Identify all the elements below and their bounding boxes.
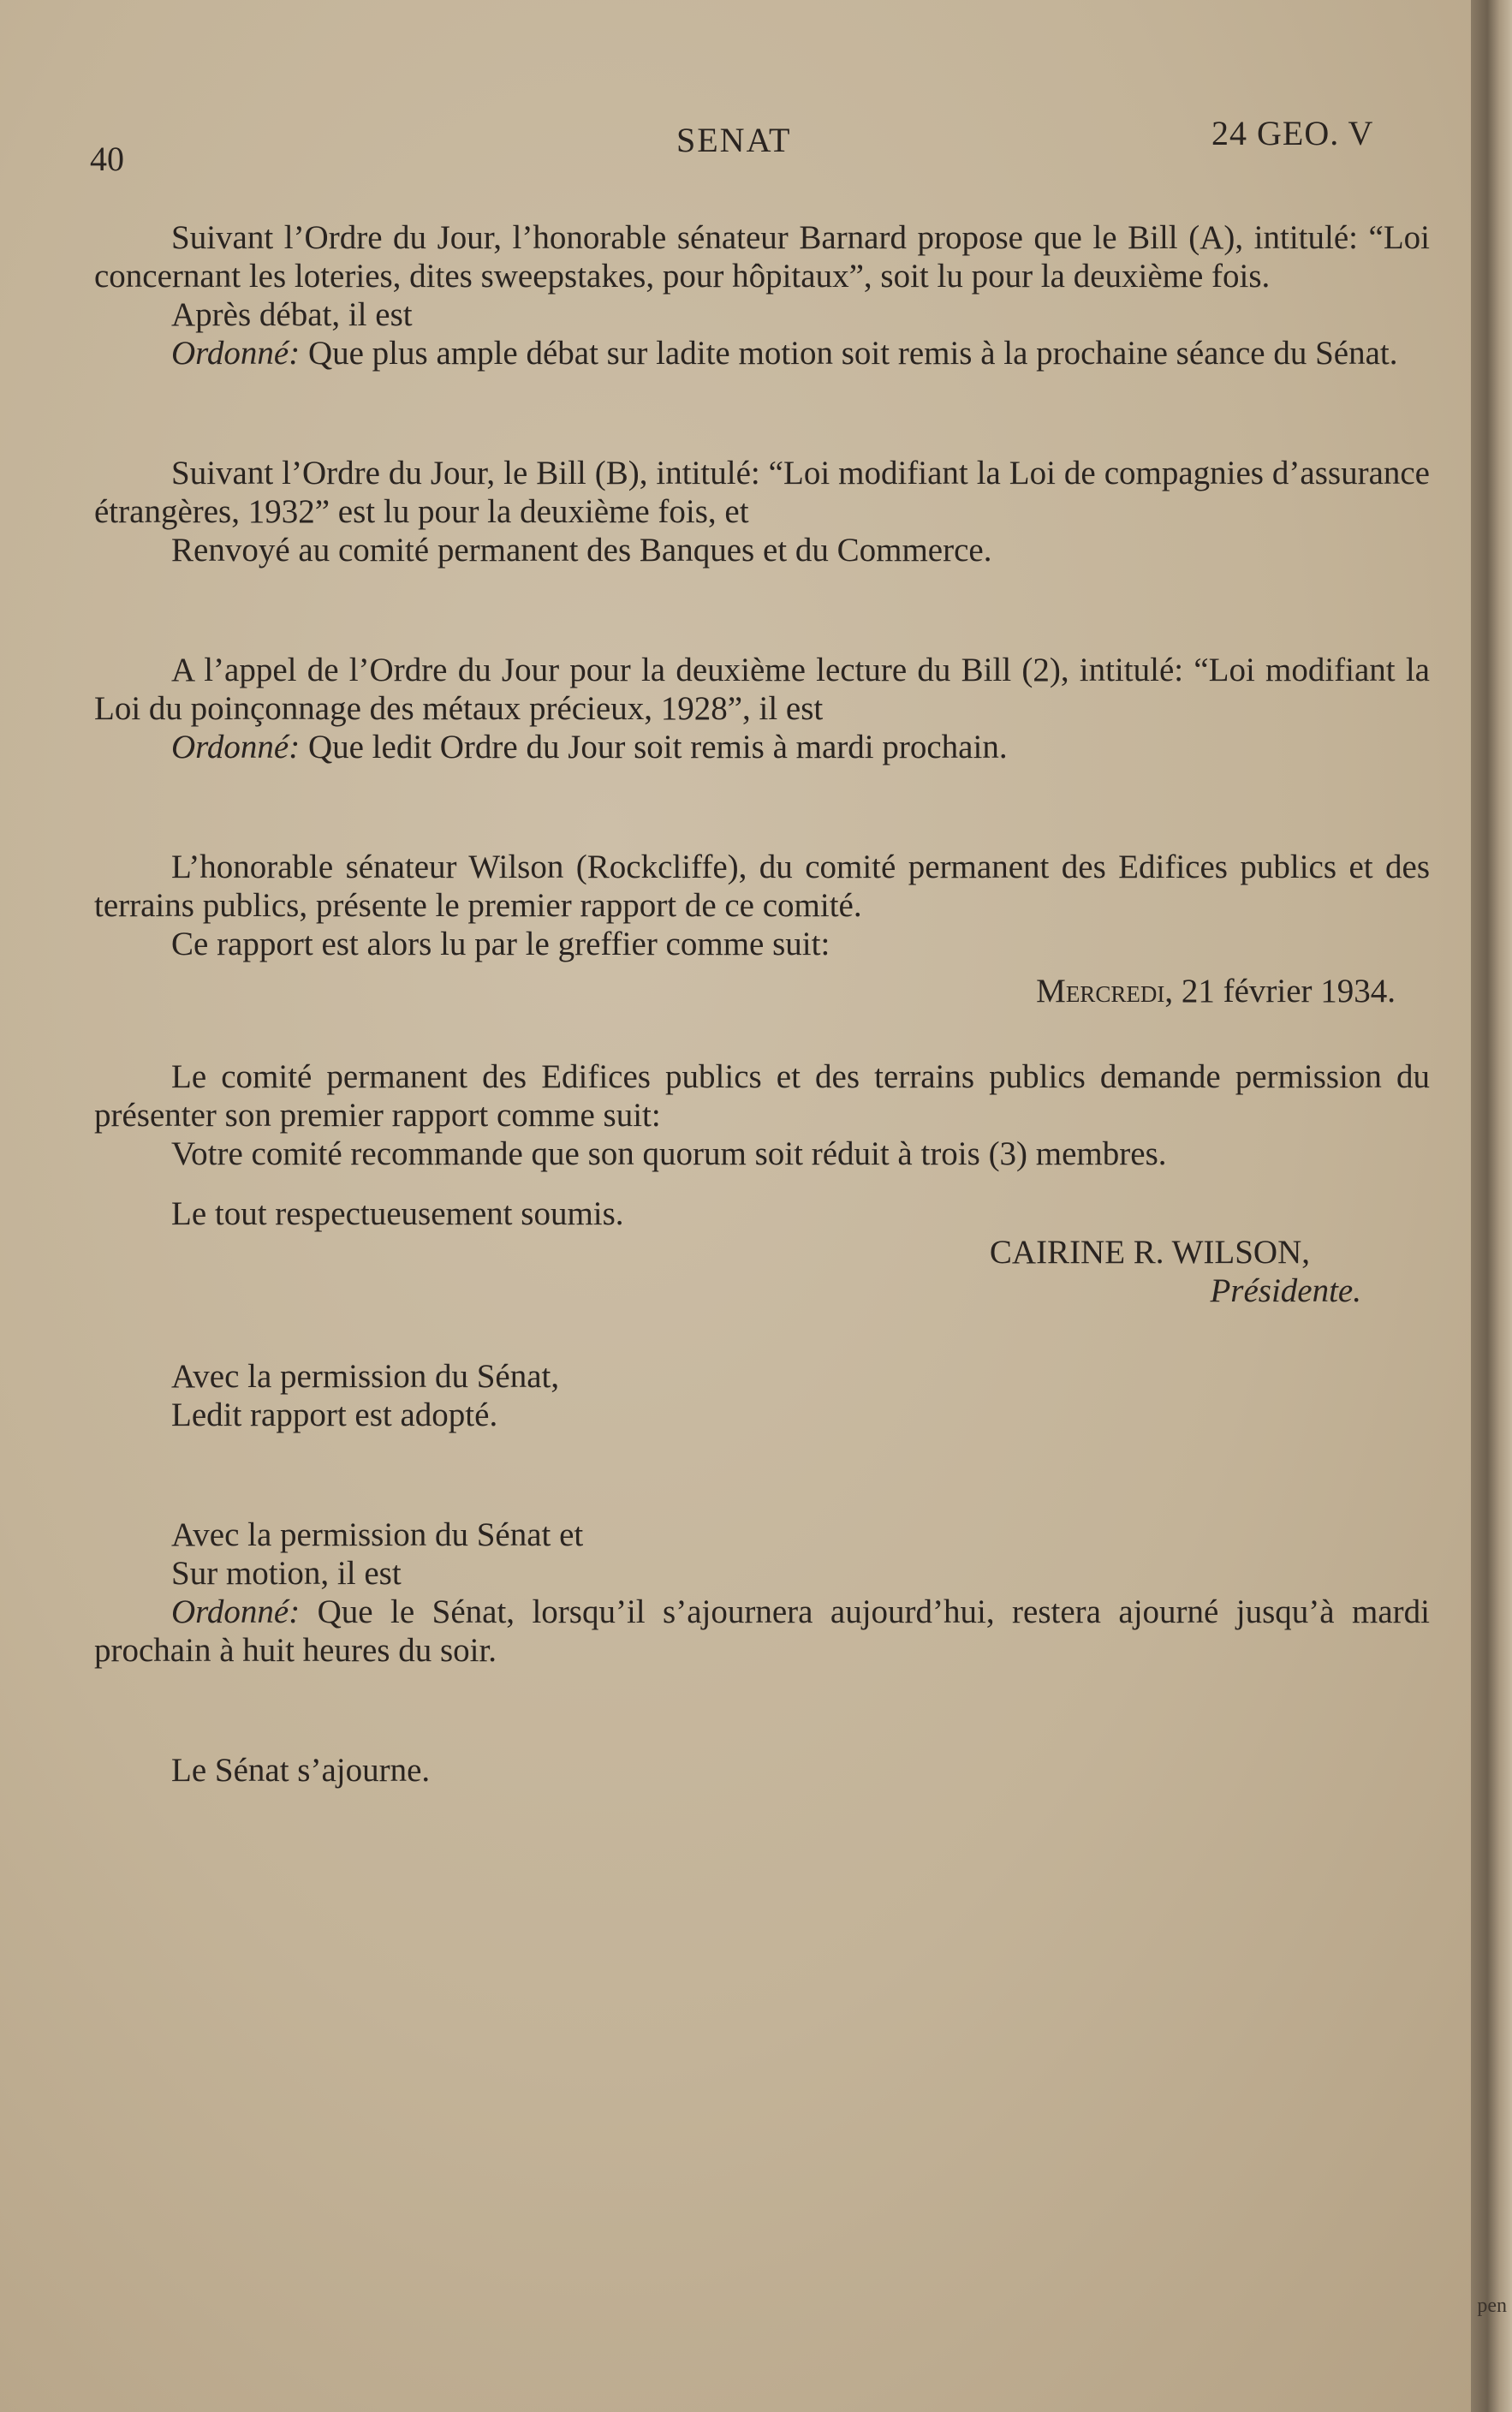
paragraph-committee-request: Le comité permanent des Edifices publics et des terrains publics demande permission du présenter son premier rapport comme suit:	[94, 1058, 1430, 1134]
ordonne-label: Ordonné:	[171, 729, 301, 765]
report-date	[94, 972, 1430, 1010]
report-date-day: Mercredi,	[1036, 973, 1174, 1009]
gutter-fragment: pen	[1477, 2295, 1507, 2317]
ordonne-label: Ordonné:	[171, 1593, 301, 1630]
header-title: SENAT	[676, 121, 792, 159]
paragraph-report-read: Ce rapport est alors lu par le greffier comme suit:	[171, 926, 830, 962]
document-body	[94, 218, 1430, 1790]
paragraph-submitted: Le tout respectueusement soumis.	[171, 1195, 624, 1232]
page-number: 40	[90, 140, 124, 178]
paragraph-bill-a-debate: Après débat, il est	[171, 296, 413, 333]
paragraph-bill-b: Suivant l’Ordre du Jour, le Bill (B), intitulé: “Loi modifiant la Loi de compagnies d’assurance étrangères, 1932” est lu pour la deuxième fois, et	[94, 455, 1430, 530]
paragraph-bill-2-order	[94, 728, 1430, 766]
ordonne-label: Ordonné:	[171, 335, 301, 372]
paragraph-quorum: Votre comité recommande que son quorum soit réduit à trois (3) membres.	[171, 1135, 1167, 1172]
signature-title: Présidente.	[1210, 1272, 1361, 1309]
paragraph-committee-report: L’honorable sénateur Wilson (Rockcliffe), du comité permanent des Edifices publics et des terrains publics, présente le premier rapport de ce comité.	[94, 849, 1430, 924]
paragraph-report-adopted: Ledit rapport est adopté.	[171, 1397, 498, 1433]
order-text: Que le Sénat, lorsqu’il s’ajournera aujourd’hui, restera ajourné jusqu’à mardi prochain à huit heures du soir.	[94, 1593, 1430, 1669]
running-header	[0, 113, 1473, 178]
paragraph-permission: Avec la permission du Sénat,	[171, 1358, 560, 1395]
paragraph-on-motion: Sur motion, il est	[171, 1555, 402, 1592]
book-gutter	[1471, 0, 1512, 2412]
paragraph-senate-adjourns: Le Sénat s’ajourne.	[171, 1752, 431, 1789]
paragraph-adjournment-order	[94, 1593, 1430, 1670]
paragraph-permission-motion: Avec la permission du Sénat et	[171, 1516, 584, 1553]
order-text: Que ledit Ordre du Jour soit remis à mardi prochain.	[307, 729, 1008, 765]
paragraph-bill-2: A l’appel de l’Ordre du Jour pour la deuxième lecture du Bill (2), intitulé: “Loi modifiant la Loi du poinçonnage des métaux précieux, 1928”, il est	[94, 652, 1430, 727]
paragraph-bill-a-order	[94, 334, 1430, 372]
paragraph-bill-a: Suivant l’Ordre du Jour, l’honorable sénateur Barnard propose que le Bill (A), intitulé: “Loi concernant les loteries, dites sweepstakes, pour hôpitaux”, soit lu pour la deuxième fois.	[94, 219, 1430, 295]
header-regnal-year: 24 GEO. V	[1211, 114, 1374, 152]
order-text: Que plus ample débat sur ladite motion soit remis à la prochaine séance du Sénat.	[307, 335, 1398, 372]
report-date-rest: 21 février 1934.	[1181, 973, 1396, 1009]
signature-name: CAIRINE R. WILSON,	[989, 1234, 1310, 1271]
paragraph-bill-b-referral: Renvoyé au comité permanent des Banques et du Commerce.	[171, 532, 992, 569]
